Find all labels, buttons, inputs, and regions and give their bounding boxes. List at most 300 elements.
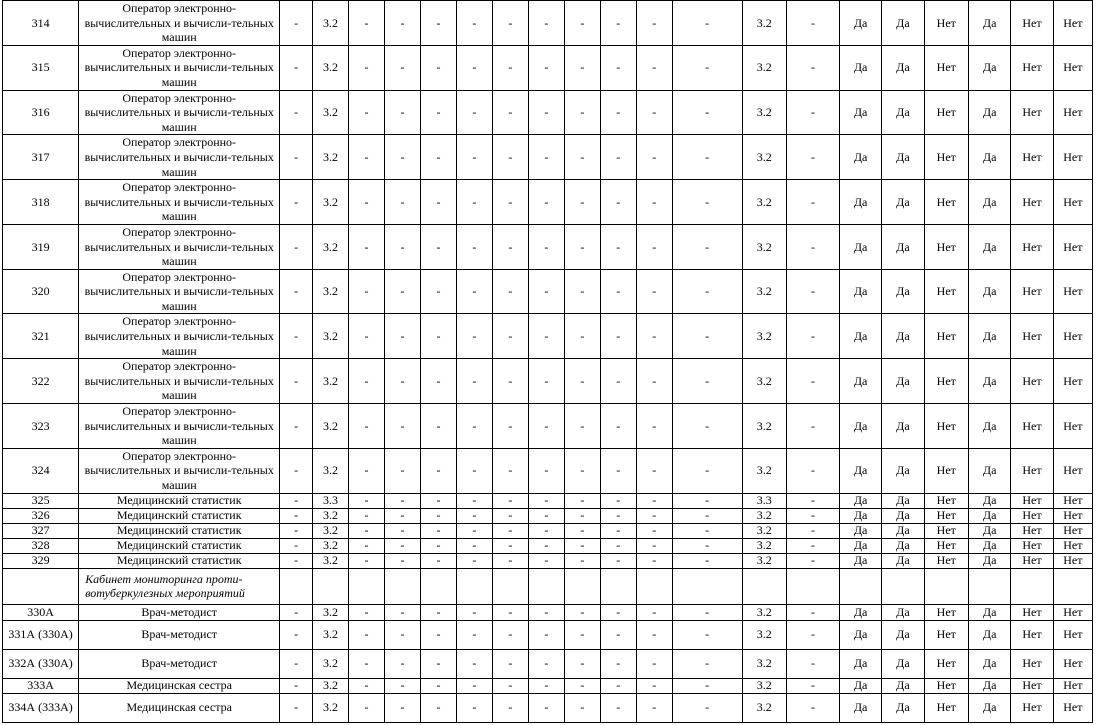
value-cell-10: - bbox=[600, 314, 636, 359]
row-number-cell: 325 bbox=[3, 493, 79, 508]
value-cell-19: Нет bbox=[1011, 135, 1053, 180]
value-cell-5: - bbox=[420, 269, 456, 314]
value-cell-14: - bbox=[787, 404, 840, 449]
value-cell-20: Нет bbox=[1053, 359, 1092, 404]
value-cell-18: Да bbox=[969, 493, 1011, 508]
position-name-cell: Оператор электронно-вычислительных и вычисли-тельных машин bbox=[79, 404, 280, 449]
value-cell-10: - bbox=[600, 404, 636, 449]
value-cell-18: Да bbox=[969, 359, 1011, 404]
value-cell-17: Нет bbox=[924, 404, 968, 449]
value-cell-13: 3.2 bbox=[742, 135, 786, 180]
value-cell-19: Нет bbox=[1011, 45, 1053, 90]
value-cell-13: 3.2 bbox=[742, 649, 786, 678]
value-cell-3: - bbox=[349, 620, 385, 649]
value-cell-9: - bbox=[564, 90, 600, 135]
table-row bbox=[3, 678, 1093, 693]
value-cell-11: - bbox=[636, 135, 672, 180]
value-cell-9: - bbox=[564, 224, 600, 269]
value-cell-15: Да bbox=[839, 604, 881, 620]
table-row bbox=[3, 523, 1093, 538]
value-cell-5 bbox=[420, 568, 456, 604]
value-cell-5: - bbox=[420, 678, 456, 693]
value-cell-3: - bbox=[349, 269, 385, 314]
value-cell-7: - bbox=[492, 224, 528, 269]
value-cell-7: - bbox=[492, 314, 528, 359]
value-cell-15: Да bbox=[839, 649, 881, 678]
value-cell-10: - bbox=[600, 90, 636, 135]
value-cell-13: 3.2 bbox=[742, 620, 786, 649]
value-cell-16: Да bbox=[882, 314, 924, 359]
position-name-cell: Оператор электронно-вычислительных и вычисли-тельных машин bbox=[79, 224, 280, 269]
table-row bbox=[3, 1, 1093, 46]
value-cell-12: - bbox=[672, 359, 742, 404]
value-cell-2: 3.2 bbox=[313, 508, 349, 523]
value-cell-8: - bbox=[528, 649, 564, 678]
value-cell-3: - bbox=[349, 508, 385, 523]
value-cell-6: - bbox=[456, 553, 492, 568]
value-cell-6: - bbox=[456, 135, 492, 180]
value-cell-8: - bbox=[528, 693, 564, 722]
value-cell-10: - bbox=[600, 359, 636, 404]
value-cell-1: - bbox=[280, 678, 313, 693]
value-cell-20: Нет bbox=[1053, 538, 1092, 553]
value-cell-15: Да bbox=[839, 620, 881, 649]
value-cell-12: - bbox=[672, 604, 742, 620]
value-cell-7: - bbox=[492, 269, 528, 314]
value-cell-8: - bbox=[528, 538, 564, 553]
value-cell-10: - bbox=[600, 269, 636, 314]
value-cell-20: Нет bbox=[1053, 314, 1092, 359]
value-cell-4: - bbox=[384, 538, 420, 553]
value-cell-8 bbox=[528, 568, 564, 604]
row-number-cell: 332А (330А) bbox=[3, 649, 79, 678]
value-cell-15: Да bbox=[839, 693, 881, 722]
value-cell-15: Да bbox=[839, 553, 881, 568]
value-cell-5: - bbox=[420, 493, 456, 508]
value-cell-8: - bbox=[528, 224, 564, 269]
value-cell-10: - bbox=[600, 649, 636, 678]
value-cell-1: - bbox=[280, 180, 313, 225]
value-cell-14: - bbox=[787, 553, 840, 568]
value-cell-7: - bbox=[492, 620, 528, 649]
value-cell-18: Да bbox=[969, 693, 1011, 722]
value-cell-9: - bbox=[564, 678, 600, 693]
value-cell-3: - bbox=[349, 90, 385, 135]
value-cell-12: - bbox=[672, 538, 742, 553]
value-cell-20: Нет bbox=[1053, 448, 1092, 493]
value-cell-1: - bbox=[280, 493, 313, 508]
value-cell-13 bbox=[742, 568, 786, 604]
value-cell-11: - bbox=[636, 45, 672, 90]
value-cell-5: - bbox=[420, 224, 456, 269]
value-cell-3: - bbox=[349, 604, 385, 620]
value-cell-18: Да bbox=[969, 404, 1011, 449]
table-row bbox=[3, 649, 1093, 678]
value-cell-2: 3.3 bbox=[313, 493, 349, 508]
value-cell-1 bbox=[280, 568, 313, 604]
value-cell-8: - bbox=[528, 448, 564, 493]
row-number-cell: 324 bbox=[3, 448, 79, 493]
value-cell-11: - bbox=[636, 493, 672, 508]
value-cell-4: - bbox=[384, 135, 420, 180]
position-name-cell: Оператор электронно-вычислительных и вычисли-тельных машин bbox=[79, 314, 280, 359]
value-cell-17: Нет bbox=[924, 693, 968, 722]
value-cell-3: - bbox=[349, 224, 385, 269]
value-cell-4: - bbox=[384, 678, 420, 693]
value-cell-1: - bbox=[280, 649, 313, 678]
row-number-cell bbox=[3, 568, 79, 604]
value-cell-9: - bbox=[564, 448, 600, 493]
value-cell-9: - bbox=[564, 523, 600, 538]
value-cell-12: - bbox=[672, 224, 742, 269]
value-cell-2: 3.2 bbox=[313, 1, 349, 46]
value-cell-9: - bbox=[564, 1, 600, 46]
value-cell-6: - bbox=[456, 649, 492, 678]
value-cell-4: - bbox=[384, 620, 420, 649]
row-number-cell: 316 bbox=[3, 90, 79, 135]
value-cell-11: - bbox=[636, 538, 672, 553]
value-cell-1: - bbox=[280, 45, 313, 90]
position-name-cell: Оператор электронно-вычислительных и вычисли-тельных машин bbox=[79, 269, 280, 314]
value-cell-16: Да bbox=[882, 678, 924, 693]
value-cell-16 bbox=[882, 568, 924, 604]
value-cell-14: - bbox=[787, 314, 840, 359]
value-cell-2: 3.2 bbox=[313, 678, 349, 693]
value-cell-5: - bbox=[420, 508, 456, 523]
value-cell-12: - bbox=[672, 678, 742, 693]
value-cell-5: - bbox=[420, 90, 456, 135]
value-cell-19: Нет bbox=[1011, 620, 1053, 649]
value-cell-13: 3.2 bbox=[742, 604, 786, 620]
value-cell-14: - bbox=[787, 620, 840, 649]
value-cell-12: - bbox=[672, 45, 742, 90]
value-cell-14: - bbox=[787, 508, 840, 523]
value-cell-16: Да bbox=[882, 404, 924, 449]
value-cell-8: - bbox=[528, 604, 564, 620]
value-cell-7: - bbox=[492, 448, 528, 493]
value-cell-10: - bbox=[600, 538, 636, 553]
value-cell-13: 3.2 bbox=[742, 180, 786, 225]
value-cell-18: Да bbox=[969, 90, 1011, 135]
value-cell-15 bbox=[839, 568, 881, 604]
value-cell-14: - bbox=[787, 693, 840, 722]
value-cell-11: - bbox=[636, 649, 672, 678]
value-cell-18: Да bbox=[969, 508, 1011, 523]
value-cell-7: - bbox=[492, 180, 528, 225]
value-cell-2: 3.2 bbox=[313, 553, 349, 568]
value-cell-2 bbox=[313, 568, 349, 604]
value-cell-17: Нет bbox=[924, 523, 968, 538]
value-cell-12: - bbox=[672, 649, 742, 678]
value-cell-17: Нет bbox=[924, 508, 968, 523]
value-cell-3: - bbox=[349, 135, 385, 180]
value-cell-14: - bbox=[787, 649, 840, 678]
position-name-cell: Медицинский статистик bbox=[79, 523, 280, 538]
value-cell-16: Да bbox=[882, 649, 924, 678]
value-cell-18: Да bbox=[969, 180, 1011, 225]
value-cell-9: - bbox=[564, 553, 600, 568]
value-cell-19: Нет bbox=[1011, 314, 1053, 359]
table-row bbox=[3, 508, 1093, 523]
value-cell-4: - bbox=[384, 649, 420, 678]
value-cell-2: 3.2 bbox=[313, 538, 349, 553]
value-cell-7: - bbox=[492, 693, 528, 722]
row-number-cell: 321 bbox=[3, 314, 79, 359]
value-cell-16: Да bbox=[882, 493, 924, 508]
value-cell-16: Да bbox=[882, 604, 924, 620]
value-cell-11: - bbox=[636, 523, 672, 538]
value-cell-18: Да bbox=[969, 620, 1011, 649]
value-cell-20: Нет bbox=[1053, 45, 1092, 90]
value-cell-11: - bbox=[636, 224, 672, 269]
value-cell-1: - bbox=[280, 523, 313, 538]
value-cell-8: - bbox=[528, 1, 564, 46]
value-cell-7: - bbox=[492, 649, 528, 678]
value-cell-19: Нет bbox=[1011, 523, 1053, 538]
value-cell-6 bbox=[456, 568, 492, 604]
value-cell-8: - bbox=[528, 678, 564, 693]
value-cell-19: Нет bbox=[1011, 180, 1053, 225]
value-cell-14: - bbox=[787, 493, 840, 508]
value-cell-7: - bbox=[492, 553, 528, 568]
row-number-cell: 319 bbox=[3, 224, 79, 269]
value-cell-2: 3.2 bbox=[313, 90, 349, 135]
value-cell-9: - bbox=[564, 649, 600, 678]
value-cell-3: - bbox=[349, 314, 385, 359]
value-cell-11: - bbox=[636, 314, 672, 359]
row-number-cell: 328 bbox=[3, 538, 79, 553]
value-cell-10: - bbox=[600, 604, 636, 620]
value-cell-20: Нет bbox=[1053, 224, 1092, 269]
value-cell-14: - bbox=[787, 90, 840, 135]
value-cell-13: 3.2 bbox=[742, 678, 786, 693]
value-cell-13: 3.2 bbox=[742, 269, 786, 314]
value-cell-13: 3.2 bbox=[742, 538, 786, 553]
value-cell-14: - bbox=[787, 604, 840, 620]
value-cell-12: - bbox=[672, 508, 742, 523]
value-cell-17: Нет bbox=[924, 90, 968, 135]
value-cell-6: - bbox=[456, 523, 492, 538]
value-cell-11: - bbox=[636, 620, 672, 649]
section-header-row bbox=[3, 568, 1093, 604]
workplace-assessment-table bbox=[2, 0, 1093, 723]
table-row bbox=[3, 359, 1093, 404]
value-cell-14: - bbox=[787, 135, 840, 180]
value-cell-1: - bbox=[280, 135, 313, 180]
value-cell-8: - bbox=[528, 135, 564, 180]
value-cell-15: Да bbox=[839, 404, 881, 449]
value-cell-7: - bbox=[492, 493, 528, 508]
value-cell-15: Да bbox=[839, 523, 881, 538]
value-cell-12 bbox=[672, 568, 742, 604]
position-name-cell: Оператор электронно-вычислительных и вычисли-тельных машин bbox=[79, 135, 280, 180]
value-cell-4 bbox=[384, 568, 420, 604]
value-cell-13: 3.2 bbox=[742, 224, 786, 269]
value-cell-10: - bbox=[600, 45, 636, 90]
value-cell-12: - bbox=[672, 314, 742, 359]
value-cell-6: - bbox=[456, 314, 492, 359]
value-cell-1: - bbox=[280, 508, 313, 523]
position-name-cell: Оператор электронно-вычислительных и вычисли-тельных машин bbox=[79, 90, 280, 135]
value-cell-9: - bbox=[564, 508, 600, 523]
value-cell-14: - bbox=[787, 180, 840, 225]
value-cell-19: Нет bbox=[1011, 649, 1053, 678]
value-cell-14: - bbox=[787, 224, 840, 269]
value-cell-10: - bbox=[600, 523, 636, 538]
value-cell-8: - bbox=[528, 523, 564, 538]
value-cell-10: - bbox=[600, 493, 636, 508]
value-cell-12: - bbox=[672, 90, 742, 135]
value-cell-17 bbox=[924, 568, 968, 604]
value-cell-9: - bbox=[564, 359, 600, 404]
value-cell-20: Нет bbox=[1053, 404, 1092, 449]
value-cell-2: 3.2 bbox=[313, 135, 349, 180]
value-cell-16: Да bbox=[882, 45, 924, 90]
value-cell-15: Да bbox=[839, 269, 881, 314]
value-cell-8: - bbox=[528, 269, 564, 314]
value-cell-11: - bbox=[636, 180, 672, 225]
value-cell-14: - bbox=[787, 1, 840, 46]
value-cell-9: - bbox=[564, 620, 600, 649]
table-row bbox=[3, 693, 1093, 722]
value-cell-19: Нет bbox=[1011, 493, 1053, 508]
value-cell-13: 3.2 bbox=[742, 693, 786, 722]
value-cell-15: Да bbox=[839, 45, 881, 90]
value-cell-12: - bbox=[672, 269, 742, 314]
value-cell-19: Нет bbox=[1011, 1, 1053, 46]
value-cell-16: Да bbox=[882, 523, 924, 538]
value-cell-19: Нет bbox=[1011, 538, 1053, 553]
value-cell-7: - bbox=[492, 604, 528, 620]
value-cell-9: - bbox=[564, 604, 600, 620]
value-cell-11: - bbox=[636, 693, 672, 722]
value-cell-12: - bbox=[672, 620, 742, 649]
value-cell-14: - bbox=[787, 678, 840, 693]
table-row bbox=[3, 538, 1093, 553]
value-cell-9: - bbox=[564, 493, 600, 508]
value-cell-6: - bbox=[456, 538, 492, 553]
value-cell-2: 3.2 bbox=[313, 269, 349, 314]
value-cell-18: Да bbox=[969, 538, 1011, 553]
value-cell-1: - bbox=[280, 269, 313, 314]
value-cell-18: Да bbox=[969, 553, 1011, 568]
value-cell-20: Нет bbox=[1053, 553, 1092, 568]
value-cell-11: - bbox=[636, 90, 672, 135]
value-cell-10: - bbox=[600, 508, 636, 523]
value-cell-1: - bbox=[280, 90, 313, 135]
value-cell-13: 3.2 bbox=[742, 523, 786, 538]
value-cell-14 bbox=[787, 568, 840, 604]
row-number-cell: 331А (330А) bbox=[3, 620, 79, 649]
value-cell-10: - bbox=[600, 1, 636, 46]
value-cell-5: - bbox=[420, 604, 456, 620]
value-cell-2: 3.2 bbox=[313, 314, 349, 359]
value-cell-1: - bbox=[280, 359, 313, 404]
value-cell-12: - bbox=[672, 180, 742, 225]
value-cell-2: 3.2 bbox=[313, 224, 349, 269]
table-body bbox=[3, 1, 1093, 723]
value-cell-1: - bbox=[280, 693, 313, 722]
value-cell-11: - bbox=[636, 404, 672, 449]
value-cell-13: 3.2 bbox=[742, 314, 786, 359]
value-cell-17: Нет bbox=[924, 359, 968, 404]
value-cell-20: Нет bbox=[1053, 508, 1092, 523]
value-cell-19: Нет bbox=[1011, 678, 1053, 693]
value-cell-14: - bbox=[787, 45, 840, 90]
value-cell-8: - bbox=[528, 45, 564, 90]
value-cell-18: Да bbox=[969, 314, 1011, 359]
value-cell-20: Нет bbox=[1053, 604, 1092, 620]
value-cell-5: - bbox=[420, 448, 456, 493]
value-cell-18: Да bbox=[969, 678, 1011, 693]
value-cell-1: - bbox=[280, 538, 313, 553]
value-cell-6: - bbox=[456, 508, 492, 523]
value-cell-5: - bbox=[420, 553, 456, 568]
value-cell-18: Да bbox=[969, 135, 1011, 180]
value-cell-13: 3.2 bbox=[742, 404, 786, 449]
value-cell-8: - bbox=[528, 90, 564, 135]
table-row bbox=[3, 553, 1093, 568]
value-cell-6: - bbox=[456, 180, 492, 225]
value-cell-8: - bbox=[528, 359, 564, 404]
value-cell-18: Да bbox=[969, 45, 1011, 90]
value-cell-20: Нет bbox=[1053, 269, 1092, 314]
value-cell-16: Да bbox=[882, 693, 924, 722]
value-cell-3 bbox=[349, 568, 385, 604]
value-cell-17: Нет bbox=[924, 604, 968, 620]
table-row bbox=[3, 620, 1093, 649]
value-cell-14: - bbox=[787, 269, 840, 314]
value-cell-12: - bbox=[672, 404, 742, 449]
value-cell-4: - bbox=[384, 1, 420, 46]
value-cell-6: - bbox=[456, 45, 492, 90]
value-cell-16: Да bbox=[882, 1, 924, 46]
table-row bbox=[3, 90, 1093, 135]
position-name-cell: Оператор электронно-вычислительных и вычисли-тельных машин bbox=[79, 1, 280, 46]
value-cell-14: - bbox=[787, 538, 840, 553]
value-cell-4: - bbox=[384, 90, 420, 135]
value-cell-15: Да bbox=[839, 508, 881, 523]
value-cell-19: Нет bbox=[1011, 224, 1053, 269]
value-cell-19: Нет bbox=[1011, 448, 1053, 493]
value-cell-15: Да bbox=[839, 135, 881, 180]
value-cell-18: Да bbox=[969, 224, 1011, 269]
value-cell-17: Нет bbox=[924, 649, 968, 678]
value-cell-20: Нет bbox=[1053, 649, 1092, 678]
value-cell-6: - bbox=[456, 359, 492, 404]
value-cell-4: - bbox=[384, 180, 420, 225]
value-cell-11 bbox=[636, 568, 672, 604]
value-cell-11: - bbox=[636, 678, 672, 693]
value-cell-8: - bbox=[528, 508, 564, 523]
value-cell-3: - bbox=[349, 493, 385, 508]
value-cell-7: - bbox=[492, 135, 528, 180]
table-row bbox=[3, 404, 1093, 449]
value-cell-19: Нет bbox=[1011, 90, 1053, 135]
value-cell-3: - bbox=[349, 1, 385, 46]
value-cell-9: - bbox=[564, 314, 600, 359]
value-cell-17: Нет bbox=[924, 45, 968, 90]
position-name-cell: Оператор электронно-вычислительных и вычисли-тельных машин bbox=[79, 359, 280, 404]
row-number-cell: 318 bbox=[3, 180, 79, 225]
value-cell-12: - bbox=[672, 553, 742, 568]
value-cell-19: Нет bbox=[1011, 359, 1053, 404]
value-cell-1: - bbox=[280, 553, 313, 568]
value-cell-13: 3.2 bbox=[742, 553, 786, 568]
value-cell-2: 3.2 bbox=[313, 620, 349, 649]
row-number-cell: 330А bbox=[3, 604, 79, 620]
value-cell-20: Нет bbox=[1053, 493, 1092, 508]
